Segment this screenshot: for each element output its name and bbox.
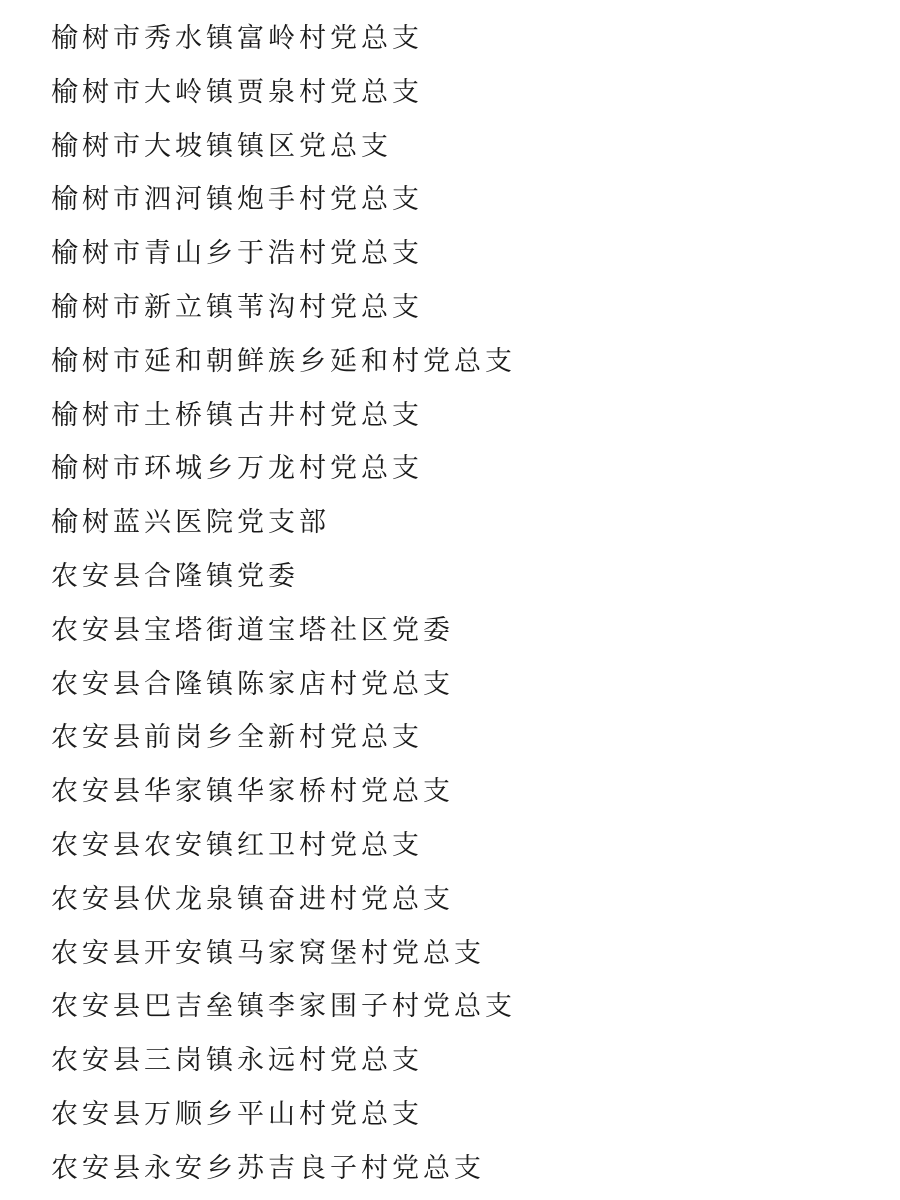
list-item: 榆树市新立镇苇沟村党总支 — [51, 291, 423, 323]
list-item: 农安县合隆镇党委 — [51, 560, 299, 592]
list-item: 农安县华家镇华家桥村党总支 — [51, 776, 454, 808]
list-item: 榆树市土桥镇古井村党总支 — [51, 399, 423, 431]
list-item: 农安县农安镇红卫村党总支 — [51, 829, 423, 861]
list-item: 榆树市延和朝鲜族乡延和村党总支 — [51, 345, 516, 377]
list-item: 农安县合隆镇陈家店村党总支 — [51, 668, 454, 700]
list-item: 农安县永安乡苏吉良子村党总支 — [51, 1152, 485, 1184]
list-item: 农安县宝塔街道宝塔社区党委 — [51, 614, 454, 646]
list-item: 榆树市青山乡于浩村党总支 — [51, 238, 423, 270]
list-item: 榆树市大岭镇贾泉村党总支 — [51, 76, 423, 108]
list-item: 榆树市泗河镇炮手村党总支 — [51, 184, 423, 216]
list-item: 农安县万顺乡平山村党总支 — [51, 1098, 423, 1130]
organization-list — [51, 12, 880, 1196]
list-item: 榆树蓝兴医院党支部 — [51, 507, 330, 539]
list-item: 农安县三岗镇永远村党总支 — [51, 1045, 423, 1077]
list-item: 农安县前岗乡全新村党总支 — [51, 722, 423, 754]
list-item: 榆树市秀水镇富岭村党总支 — [51, 23, 423, 54]
list-item: 榆树市环城乡万龙村党总支 — [51, 453, 423, 485]
list-item: 农安县巴吉垒镇李家围子村党总支 — [51, 991, 516, 1023]
list-item: 农安县开安镇马家窝堡村党总支 — [51, 937, 485, 969]
list-item: 农安县伏龙泉镇奋进村党总支 — [51, 883, 454, 915]
list-item: 榆树市大坡镇镇区党总支 — [51, 130, 392, 162]
